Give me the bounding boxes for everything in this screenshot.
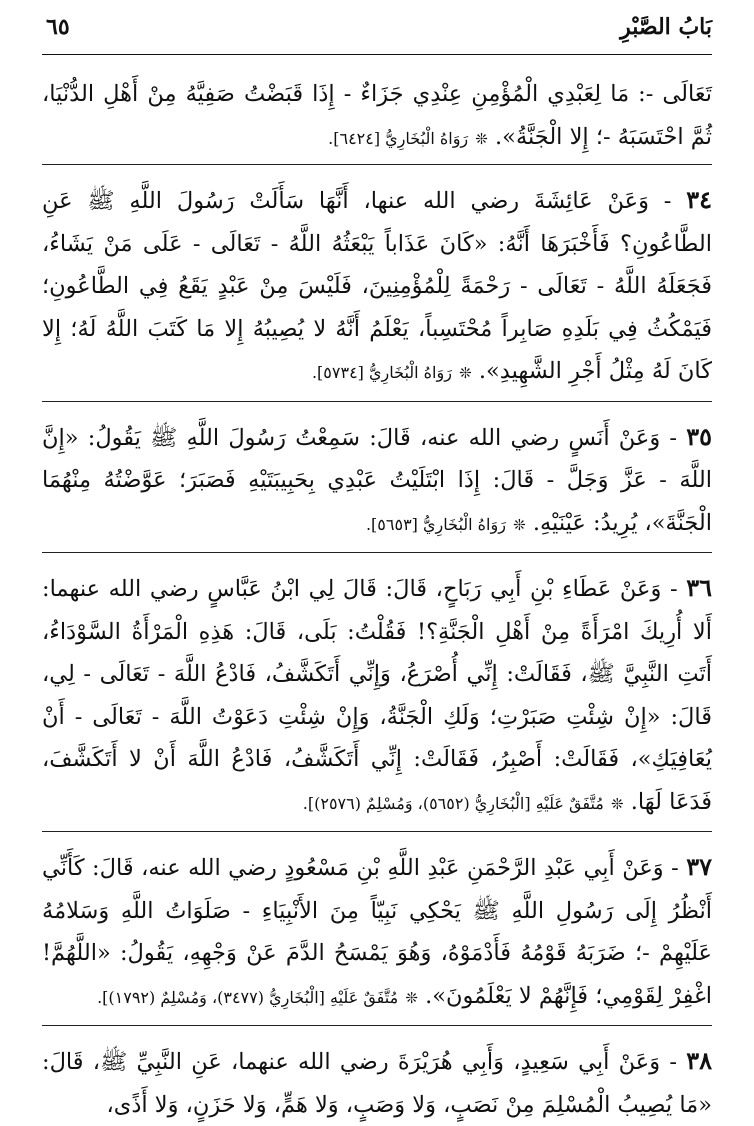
hadith-reference: مُتَّفَقٌ عَلَيْهِ [الْبُخَارِيُّ (٣٤٧٧)، وَمُسْلِمٌ (١٧٩٢)]. [97,987,399,1007]
hadith-35 [42,401,712,547]
separator-star-icon: ❊ [405,988,418,1007]
continued-hadith [42,73,712,160]
hadith-number: ٣٨ [686,1046,712,1075]
hadith-number: ٣٤ [686,185,713,214]
hadith-text: - وَعَنْ أَنَسٍ رضي الله عنه، قَالَ: سَمِعْتُ رَسُولَ اللَّهِ ﷺ يَقُولُ: «إِنَّ اللَّهَ - عَزَّ وَجَلَّ - قَالَ: إِذَا ابْتَلَيْتُ عَبْدِي بِحَبِيبَتَيْهِ فَصَبَرَ؛ عَوَّضْتُهُ مِنْهُمَا الْجَنَّةَ»، يُرِيدُ: عَيْنَيْهِ. [42,424,712,536]
hadith-36 [42,552,712,825]
hadith-text: - وَعَنْ أَبِي عَبْدِ الرَّحْمَنِ عَبْدِ اللَّهِ بْنِ مَسْعُودٍ رضي الله عنه، قَالَ: كَأَنِّي أَنْظُرُ إِلَى رَسُولِ اللَّهِ ﷺ يَحْكِي نَبِيّاً مِنَ الأَنْبِيَاءِ - صَلَوَاتُ اللَّهِ وَسَلامُهُ عَلَيْهِمْ -؛ ضَرَبَهُ قَوْمُهُ فَأَدْمَوْهُ، وَهُوَ يَمْسَحُ الدَّمَ عَنْ وَجْهِهِ، يَقُولُ: «اللَّهُمَّ! اغْفِرْ لِقَوْمِي؛ فَإِنَّهُمْ لا يَعْلَمُونَ». [42,855,712,1009]
chapter-title: بَابُ الصَّبْرِ [620,14,712,40]
separator-star-icon: ❊ [459,364,472,382]
hadith-34 [42,164,712,395]
hadith-reference: مُتَّفَقٌ عَلَيْهِ [الْبُخَارِيُّ (٥٦٥٢)، وَمُسْلِمٌ (٢٥٧٦)]. [302,793,604,813]
page-number: ٦٥ [46,14,70,40]
book-page [42,0,713,1118]
hadith-text: تَعَالَى -: مَا لِعَبْدِي الْمُؤْمِنِ عِنْدِي جَزَاءٌ - إِذَا قَبَضْتُ صَفِيَّهُ مِنْ أَهْلِ الدُّنْيَا، ثُمَّ احْتَسَبَهُ -؛ إِلا الْجَنَّةُ». [42,81,712,150]
hadith-text: - وَعَنْ عَائِشَةَ رضي الله عنها، أَنَّهَا سَأَلَتْ رَسُولَ اللَّهِ ﷺ عَنِ الطَّاعُونِ؟ فَأَخْبَرَهَا أَنَّهُ: «كَانَ عَذَاباً يَبْعَثُهُ اللَّهُ - تَعَالَى - عَلَى مَنْ يَشَاءُ، فَجَعَلَهُ اللَّهُ - تَعَالَى - رَحْمَةً لِلْمُؤْمِنِينَ، فَلَيْسَ مِنْ عَبْدٍ يَقَعُ فِي الطَّاعُونِ؛ فَيَمْكُثُ فِي بَلَدِهِ صَابِراً مُحْتَسِباً، يَعْلَمُ أَنَّهُ لا يُصِيبُهُ إِلا مَا كَتَبَ اللَّهُ لَهُ؛ إِلا كَانَ لَهُ مِثْلُ أَجْرِ الشَّهِيدِ». [42,188,712,384]
hadith-reference: رَوَاهُ الْبُخَارِيُّ [٥٦٥٣]. [365,514,506,534]
page-content [42,55,712,1126]
hadith-text: - وَعَنْ أَبِي سَعِيدٍ، وَأَبِي هُرَيْرَةَ رضي الله عنهما، عَنِ النَّبِيِّ ﷺ، قَالَ: «مَا يُصِيبُ الْمُسْلِمَ مِنْ نَصَبٍ، وَلا وَصَبٍ، وَلا هَمٍّ، وَلا حَزَنٍ، وَلا أَذًى، [42,1049,712,1118]
hadith-text: - وَعَنْ عَطَاءِ بْنِ أَبِي رَبَاحٍ، قَالَ: قَالَ لِي ابْنُ عَبَّاسٍ رضي الله عنهما: أَلا أُرِيكَ امْرَأَةً مِنْ أَهْلِ الْجَنَّةِ؟! فَقُلْتُ: بَلَى، قَالَ: هَذِهِ الْمَرْأَةُ السَّوْدَاءُ، أَتَتِ النَّبِيَّ ﷺ، فَقَالَتْ: إِنِّي أُصْرَعُ، وَإِنِّي أَتَكَشَّفُ، فَادْعُ اللَّهَ - تَعَالَى - لِي، قَالَ: «إِنْ شِئْتِ صَبَرْتِ؛ وَلَكِ الْجَنَّةُ، وَإِنْ شِئْتِ دَعَوْتُ اللَّهَ - تَعَالَى - أَنْ يُعَافِيَكِ»، فَقَالَتْ: أَصْبِرُ، فَقَالَتْ: إِنِّي أَتَكَشَّفُ، فَادْعُ اللَّهَ أَنْ لا أَتَكَشَّفَ، فَدَعَا لَهَا. [42,576,712,815]
hadith-37 [42,831,712,1019]
separator-star-icon: ❊ [513,515,526,534]
hadith-number: ٣٧ [686,852,712,881]
hadith-reference: رَوَاهُ الْبُخَارِيُّ [٦٤٢٤]. [328,128,469,148]
separator-star-icon: ❊ [475,129,488,148]
page-header [42,10,712,55]
hadith-number: ٣٥ [686,421,713,451]
hadith-38 [42,1025,712,1126]
hadith-number: ٣٦ [686,573,713,602]
separator-star-icon: ❊ [611,794,624,813]
hadith-reference: رَوَاهُ الْبُخَارِيُّ [٥٧٣٤]. [311,363,452,382]
